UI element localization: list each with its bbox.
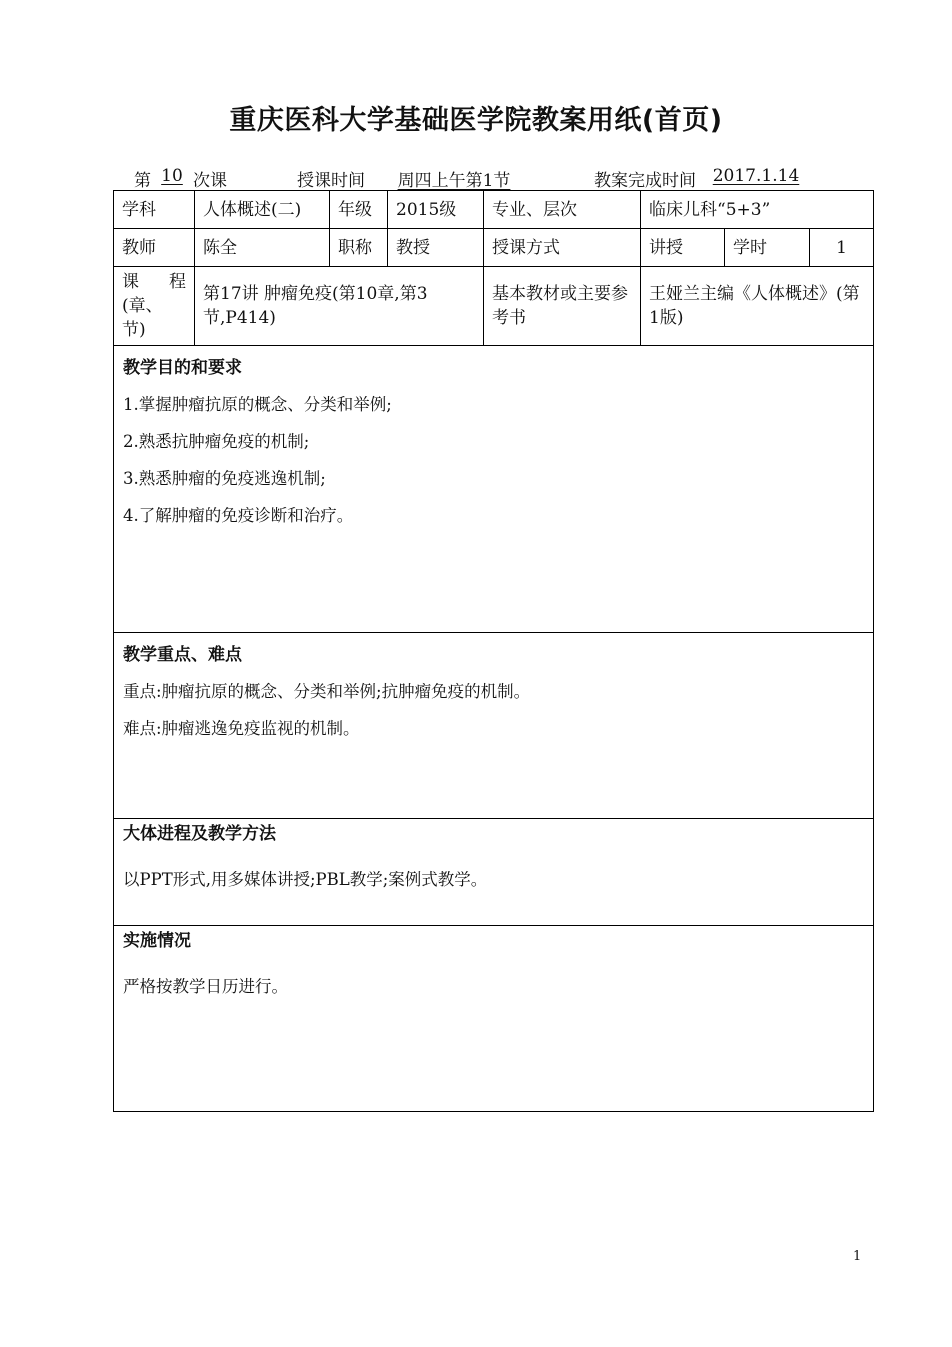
lesson-plan-table: [113, 190, 873, 1112]
subject-value: 人体概述(二): [195, 191, 330, 229]
hours-value: 1: [810, 229, 874, 267]
focus-heading: 教学重点、难点: [123, 645, 242, 665]
completion-time-value: 2017.1.14: [712, 166, 800, 186]
objective-item-4: 4.了解肿瘤的免疫诊断和治疗。: [123, 506, 354, 525]
implementation-text: 严格按教学日历进行。: [123, 977, 288, 996]
objective-item-1: 1.掌握肿瘤抗原的概念、分类和举例;: [123, 395, 392, 414]
course-label: [114, 267, 195, 346]
teacher-label: 教师: [114, 229, 195, 267]
process-section: [114, 819, 874, 926]
teaching-time-value: 周四上午第1节: [397, 171, 511, 191]
objective-item-2: 2.熟悉抗肿瘤免疫的机制;: [123, 432, 310, 451]
major-value: 临床儿科“5+3”: [641, 191, 874, 229]
objectives-heading: 教学目的和要求: [123, 358, 242, 378]
objectives-section: [114, 346, 874, 633]
focus-section: [114, 633, 874, 819]
teacher-value: 陈全: [195, 229, 330, 267]
major-label: 专业、层次: [484, 191, 641, 229]
lesson-suffix: 次课: [193, 171, 227, 191]
completion-time-label: 教案完成时间: [594, 171, 696, 191]
lesson-prefix: 第: [134, 171, 151, 191]
method-value: 讲授: [641, 229, 725, 267]
rank-label: 职称: [330, 229, 388, 267]
textbook-label: 基本教材或主要参考书: [484, 267, 641, 346]
implementation-section: [114, 926, 874, 1112]
textbook-value: 王娅兰主编《人体概述》(第1版): [641, 267, 874, 346]
rank-value: 教授: [388, 229, 484, 267]
focus-difficult-point: 难点:肿瘤逃逸免疫监视的机制。: [123, 719, 360, 738]
course-label-top: [122, 270, 186, 294]
hours-label: 学时: [725, 229, 810, 267]
course-label-c: (章、节): [122, 296, 163, 340]
subject-label: 学科: [114, 191, 195, 229]
grade-value: 2015级: [388, 191, 484, 229]
grade-label: 年级: [330, 191, 388, 229]
method-label: 授课方式: [484, 229, 641, 267]
process-heading: 大体进程及教学方法: [123, 824, 276, 844]
course-value: 第17讲 肿瘤免疫(第10章,第3节,P414): [195, 267, 484, 346]
page-number: 1: [853, 1249, 862, 1264]
teaching-time-label: 授课时间: [297, 171, 365, 191]
course-label-a: 课: [122, 272, 139, 292]
course-label-b: 程: [169, 272, 186, 292]
focus-key-point: 重点:肿瘤抗原的概念、分类和举例;抗肿瘤免疫的机制。: [123, 682, 531, 701]
page-title: 重庆医科大学基础医学院教案用纸(首页): [229, 105, 723, 136]
implementation-heading: 实施情况: [123, 931, 191, 951]
objective-item-3: 3.熟悉肿瘤的免疫逃逸机制;: [123, 469, 326, 488]
lesson-number: 10: [161, 166, 183, 186]
process-text: 以PPT形式,用多媒体讲授;PBL教学;案例式教学。: [123, 870, 488, 889]
